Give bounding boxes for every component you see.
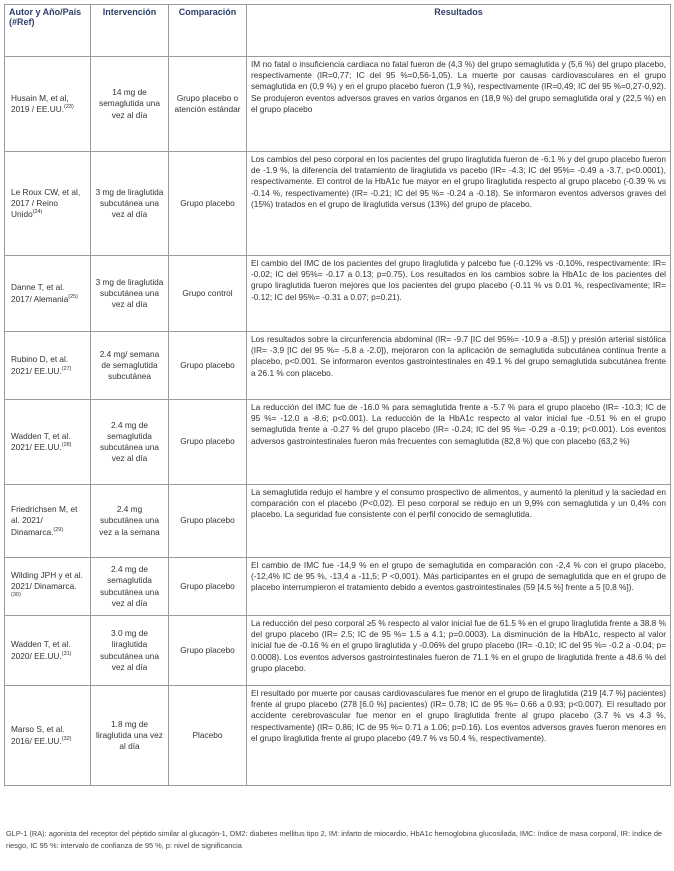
table-row (5, 616, 671, 686)
table-row (5, 400, 671, 485)
header-author: Autor y Año/País (#Ref) (5, 5, 91, 57)
table-row (5, 558, 671, 616)
table-row (5, 332, 671, 400)
comparison-cell: Placebo (169, 686, 247, 786)
author-cell (5, 256, 91, 332)
author-text: Wilding JPH y et al. 2021/ Dinamarca. (11, 569, 83, 591)
author-text: Marso S, et al. 2016/ EE.UU. (11, 724, 65, 746)
ref-superscript: (27) (61, 365, 72, 372)
intervention-cell: 14 mg de semaglutida una vez al día (91, 57, 169, 152)
header-comparison: Comparación (169, 5, 247, 57)
ref-superscript: (28) (61, 442, 72, 449)
results-cell: El cambio de IMC fue -14,9 % en el grupo de semaglutida en comparación con -2,4 % con el grupo placebo, (-12,4% IC de 95 %, -13,4 a -11,5; P <0,001). Más participantes en el grupo de semaglutida que en el grupo de placebo interrumpieron el tratamiento debido a eventos gastrointestinales (59 [4.5 %] frente a 5 [0,8 %]). (247, 558, 671, 616)
comparison-cell: Grupo placebo (169, 558, 247, 616)
results-cell: Los cambios del peso corporal en los pacientes del grupo liraglutida fueron de -6.1 % y del grupo placebo fueron de -1.9 %, la diferencia del tratamiento de liraglutida vs pacebo (IR= -4.3; IC del 95%= -0.49 a -3.7, p<0.0001), respectivamente. El control de la HbA1c fue mayor en el grupo liraglutida respecto al grupo placebo (-0.39 % vs -0.14 %, respectivamente) (IR= -0.21; IC del 95 %= -0.24 a -0.18). Se informaron eventos adversos graves del (15%) tratados en el grupo de liraglutida versus (13%) del grupo de placebo. (247, 152, 671, 256)
results-cell: La reducción del peso corporal ≥5 % respecto al valor inicial fue de 61.5 % en el grupo liraglutida frente a 38.8 % del grupo placebo (IR= 2.5; IC de 95 %= 1.5 a 4.1; p=0.0003). La disminución de la HbA1c, respecto al valor inicial fue de -0.16 % en el grupo liraglutida y -0.06% del grupo placebo (IR= -0.10; IC del 95 %= -0.2 a -0.04; p= 0.0008). Los eventos adversos gastrointestinales fueron de 71.1 % en el grupo de liraglutida frente a 48.6 % del grupo placebo. (247, 616, 671, 686)
table-header-row (5, 5, 671, 57)
author-text: Husain M, et al, 2019 / EE.UU. (11, 92, 69, 114)
intervention-cell: 3 mg de liraglutida subcutánea una vez al día (91, 152, 169, 256)
comparison-cell: Grupo placebo (169, 616, 247, 686)
results-cell: Los resultados sobre la circunferencia abdominal (IR= -9.7 [IC del 95%= -10.9 a -8.5]) y presión arterial sistólica (IR= -3.9 [IC del 95 %= -5.8 a -2.0]), mejoraron con la aplicación de semaglutida subcutánea continua frente a placebo, p<0.001. Se informaron eventos gastrointestinales en 49.1 % del grupo semaglutida subcutánea frente a 26.1 % con placebo. (247, 332, 671, 400)
author-text: Wadden T, et al. 2020/ EE.UU. (11, 639, 71, 661)
intervention-cell: 2.4 mg subcutánea una vez a la semana (91, 485, 169, 558)
intervention-cell: 3 mg de liraglutida subcutánea una vez al día (91, 256, 169, 332)
author-cell (5, 616, 91, 686)
comparison-cell: Grupo placebo (169, 485, 247, 558)
author-cell (5, 400, 91, 485)
author-cell (5, 558, 91, 616)
author-text: Rubino D, et al. 2021/ EE.UU. (11, 354, 69, 376)
table-row (5, 485, 671, 558)
results-cell: La semaglutida redujo el hambre y el consumo prospectivo de alimentos, y aumentó la plenitud y la saciedad en comparación con el placebo (P<0,02). El peso corporal se redujo en un 9,9% con semaglutida y un 0,4% con placebo. La seguridad fue consistente con el perfil conocido de semaglutida. (247, 485, 671, 558)
table-row (5, 256, 671, 332)
author-cell (5, 332, 91, 400)
author-cell (5, 57, 91, 152)
author-cell (5, 152, 91, 256)
ref-superscript: (31) (61, 650, 72, 657)
table-row (5, 57, 671, 152)
table-footnote: GLP-1 (RA): agonista del receptor del péptido similar al glucagón-1, DM2: diabetes mellitus tipo 2, IM: infarto de miocardio, HbA1c hemoglobina glucosilada, IMC: índice de masa corporal, IR: índice de riesgo, IC 95 %: intervalo de confianza de 95 %, p: nivel de significancia (6, 829, 663, 850)
ref-superscript: (32) (61, 735, 72, 742)
header-intervention: Intervención (91, 5, 169, 57)
intervention-cell: 3.0 mg de liraglutida subcutánea una vez al día (91, 616, 169, 686)
author-cell (5, 485, 91, 558)
author-cell (5, 686, 91, 786)
comparison-cell: Grupo placebo (169, 332, 247, 400)
table-row (5, 152, 671, 256)
author-text: Friedrichsen M, et al. 2021/ Dinamarca. (11, 504, 78, 537)
ref-superscript: (24) (32, 209, 43, 216)
author-text: Le Roux CW, et al, 2017 / Reino Unido (11, 186, 81, 220)
results-table (4, 4, 671, 786)
results-cell: El cambio del IMC de los pacientes del grupo liraglutida y palcebo fue (-0.12% vs -0.10%, respectivamente: IR= -0.02; IC del 95%= -0.17 a 0.13; p=0.75). Los resultados en los cambios sobre la HbA1c de los pacientes del grupo liraglutida fueron mejores que los pacientes del grupo placebo (-0.11 % vs 0.01 %, respectivamente; IR= -0.12; IC del 95%= -0.31 a 0.07; p=0.21). (247, 256, 671, 332)
ref-superscript: (23) (64, 104, 74, 111)
comparison-cell: Grupo control (169, 256, 247, 332)
results-cell: El resultado por muerte por causas cardiovasculares fue menor en el grupo de liraglutida (219 [4.7 %] pacientes) frente al grupo placebo (278 [6.0 %] pacientes) (IR= 0.78; IC de 95 %= 0.66 a 0.93; p<0.007). El resultado por accidente cerebrovascular fue menor en el grupo liraglutida frente al grupo placebo (3.7 % vs 4.3 %, respectivamente) (IR= 0.86; IC de 95 %= 0.71 a 1.06; p=0.16). Los eventos adversos graves fueron menores en el grupo liraglutida frente al grupo placebo (49.7 % vs 50.4 %, respectivamente). (247, 686, 671, 786)
intervention-cell: 1.8 mg de liraglutida una vez al día (91, 686, 169, 786)
ref-superscript: (25) (68, 293, 78, 300)
ref-superscript: (29) (53, 526, 64, 533)
author-text: Danne T, et al. 2017/ Alemania (11, 282, 69, 304)
author-text: Wadden T, et al. 2021/ EE.UU. (11, 430, 71, 452)
intervention-cell: 2.4 mg de semaglutida subcutánea una vez al día (91, 558, 169, 616)
results-cell: IM no fatal o insuficiencia cardiaca no fatal fueron de (4,3 %) del grupo semaglutida y (5,6 %) del grupo placebo, respectivamente (IR=0,77; IC del 95 %=0,56-1,05). La muerte por causas cardiovasculares en el grupo semaglutida en (0,9 %) y en el grupo placebo fueron (1,9 %), respectivamente (IR=0,49; IC del 95 %=0,27-0,92). Se produjeron eventos adversos graves en varios órganos en (18,9 %) del grupo semaglutida oral y (22,5 %) en el grupo placebo (247, 57, 671, 152)
comparison-cell: Grupo placebo (169, 400, 247, 485)
results-cell: La reducción del IMC fue de -16.0 % para semaglutida frente a -5.7 % para el grupo placebo (IR= -10.3; IC de 95 %= -12.0 a -8.6; p<0.001). La reducción de la HbA1c respecto al valor inicial fue -0.51 % en el grupo semaglutida frente a -0.27 % del grupo placebo (IR= -0.24; IC del 95 %= -0.29 a -0.19; p<0.001). Los eventos adversos gastrointestinales fueron más frecuentes con semaglutida (82,8 %) que con placebo (63,2 %) (247, 400, 671, 485)
ref-superscript: (30) (11, 592, 21, 599)
intervention-cell: 2.4 mg/ semana de semaglutida subcutánea (91, 332, 169, 400)
comparison-cell: Grupo placebo (169, 152, 247, 256)
intervention-cell: 2.4 mg de semaglutida subcutánea una vez al día (91, 400, 169, 485)
header-results: Resultados (247, 5, 671, 57)
comparison-cell: Grupo placebo o atención estándar (169, 57, 247, 152)
table-row (5, 686, 671, 786)
